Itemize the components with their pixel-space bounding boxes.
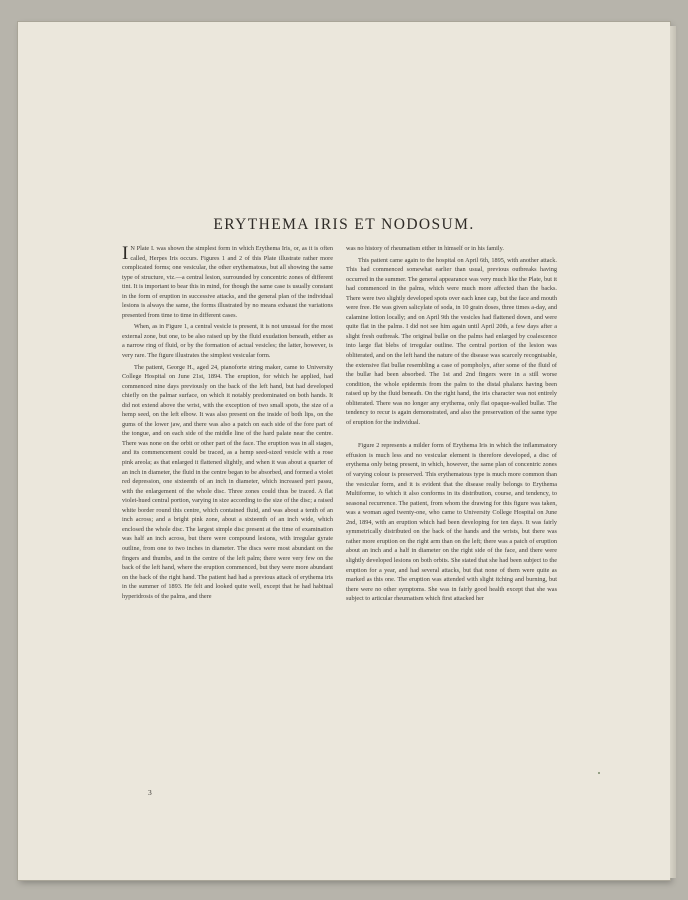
book-page bbox=[18, 22, 670, 880]
paragraph: This patient came again to the hospital on April 6th, 1895, with another attack. This had commenced somewhat earlier than usual, previous outbreaks having occurred in the summer. The general appearance was very much like the Plate, but it had commenced in the palms, which were much more affected than the backs. There were two slightly developed spots over each knee cap, but the face and mouth were free. He was given salicylate of soda, in 10 grain doses, three times a-day, and calamine lotion locally; and on April 9th the vesicles had flattened down, and were quite flat in the palms. I did not see him again until April 20th, a few days after a slight fresh outbreak. The original bullæ on the palms had enlarged by coalescence into large flat blebs of irregular outline. The central portion of the lesion was obliterated, and on the left hand the nature of the disease was scarcely recognisable, the extensive flat bullæ resembling a case of pompholyx, after some of the fluid of the bullæ had been absorbed. The 1st and 2nd fingers were in a still worse condition, the whole epidermis from the palm to the distal phalanx having been raised up by the fluid beneath. On the right hand, the iris character was not entirely obliterated. There was no longer any erythema, only flat opaque-walled bullæ. The tendency to recur is again demonstrated, and also the preservation of the same type of eruption for the individual. bbox=[346, 256, 557, 426]
paragraph bbox=[122, 244, 333, 320]
paragraph: When, as in Figure 1, a central vesicle is present, it is not unusual for the most external zone, but one, to be also raised up by the fluid exudation beneath, either as a narrow ring of fluid, or by the formation of actual vesicles; the latter, however, is very rare. The figure illustrates the simplest vesicular form. bbox=[122, 323, 333, 360]
paragraph: Figure 2 represents a milder form of Erythema Iris in which the inflammatory effusion is much less and no vesicular element is therefore developed, a disc of erythema only being present, in which, however, the same plan of concentric zones of varying colour is preserved. This erythematous type is much more common than the vesicular form, and it is evident that the disease really belongs to Erythema Multiforme, to which it also conforms in its distribution, course, and tendency, to seasonal recurrence. The patient, from whom the drawing for this figure was taken, was a woman aged twenty-one, who came to University College Hospital on June 2nd, 1894, with an eruption which had been developing for ten days. It was fairly symmetrically distributed on the back of the hands and the wrists, but there was rather more eruption on the right arm than on the left; there was a patch of eruption about an inch and a half in diameter on the right side of the face, and there were slightly developed lesions on both orbits. She stated that she had been subject to the eruption for a year, and had several attacks, but that none of them were quite as marked as this one. The eruption was attended with slight itching and burning, but there were no other symptoms. She was in fairly good health except that she was subject to articular rheumatism which first attacked her bbox=[346, 442, 557, 603]
page-title: ERYTHEMA IRIS ET NODOSUM. bbox=[213, 216, 475, 233]
left-column bbox=[122, 244, 333, 601]
drop-cap: I bbox=[122, 243, 129, 264]
paper-speck bbox=[598, 772, 600, 774]
page-edge bbox=[670, 26, 676, 878]
paragraph-text: N Plate I. was shown the simplest form in which Erythema Iris, or, as it is often called, Herpes Iris occurs. Figures 1 and 2 of this Plate illustrate rather more complicated forms; one vesicular, the other erythematous, but all showing the same type of structure, viz.—a central lesion, surrounded by concentric zones of different tint. It is important to bear this in mind, for though the same case is usually constant in the form of eruption in successive attacks, and the general plan of the individual lesions is always the same, the forms illustrated by no means exhaust the variations presented from time to time in different cases. bbox=[122, 245, 333, 319]
paragraph: was no history of rheumatism either in himself or in his family. bbox=[346, 245, 504, 252]
paragraph: The patient, George H., aged 24, pianoforte string maker, came to University College Hospital on June 21st, 1894. The eruption, for which he applied, had commenced nine days previously on the back of the left hand, but had developed chiefly on the palmar surface, on which it notably predominated on both hands. It did not extend above the wrist, with the exception of two small spots, the size of a hemp seed, on the left elbow. It was also present on the inside of both lips, on the gums of the lower jaw, and there was also a patch on each side of the fore part of the tongue, and on each side of the middle line of the hard palate near the centre. There was none on the orbit or other part of the face. The eruption was in all stages, and its commencement could be traced, as a hemp seed-sized vesicle with a rose pink areola; as that enlarged it flattened slightly, and when it was about a quarter of an inch in diameter, the fluid in the centre began to be absorbed, and formed a violet red depression, one sixteenth of an inch in diameter, which increased peri passu, with the enlargement of the whole disc. Three zones could thus be traced. A flat violet-hued central portion, varying in size according to the size of the disc; a raised white border round this centre, which contained fluid, and was about a tenth of an inch across; and a bright pink zone, about a sixteenth of an inch wide, which enclosed the whole disc. The largest simple disc present at the time of examination was half an inch across, but there were compound lesions, with irregular gyrate outline, from one to two inches in diameter. The discs were most abundant on the fingers and thumbs, and in the centre of the left palm; there were very few on the back of the left hand, where the eruption commenced, but they were more abundant on the back of the right hand. The patient had had a previous attack of erythema iris in the summer of 1893. He felt and looked quite well, except that he had habitual hyperidrosis of the palms, and there bbox=[122, 363, 333, 600]
right-column bbox=[346, 244, 557, 604]
page-number: 3 bbox=[148, 788, 152, 797]
